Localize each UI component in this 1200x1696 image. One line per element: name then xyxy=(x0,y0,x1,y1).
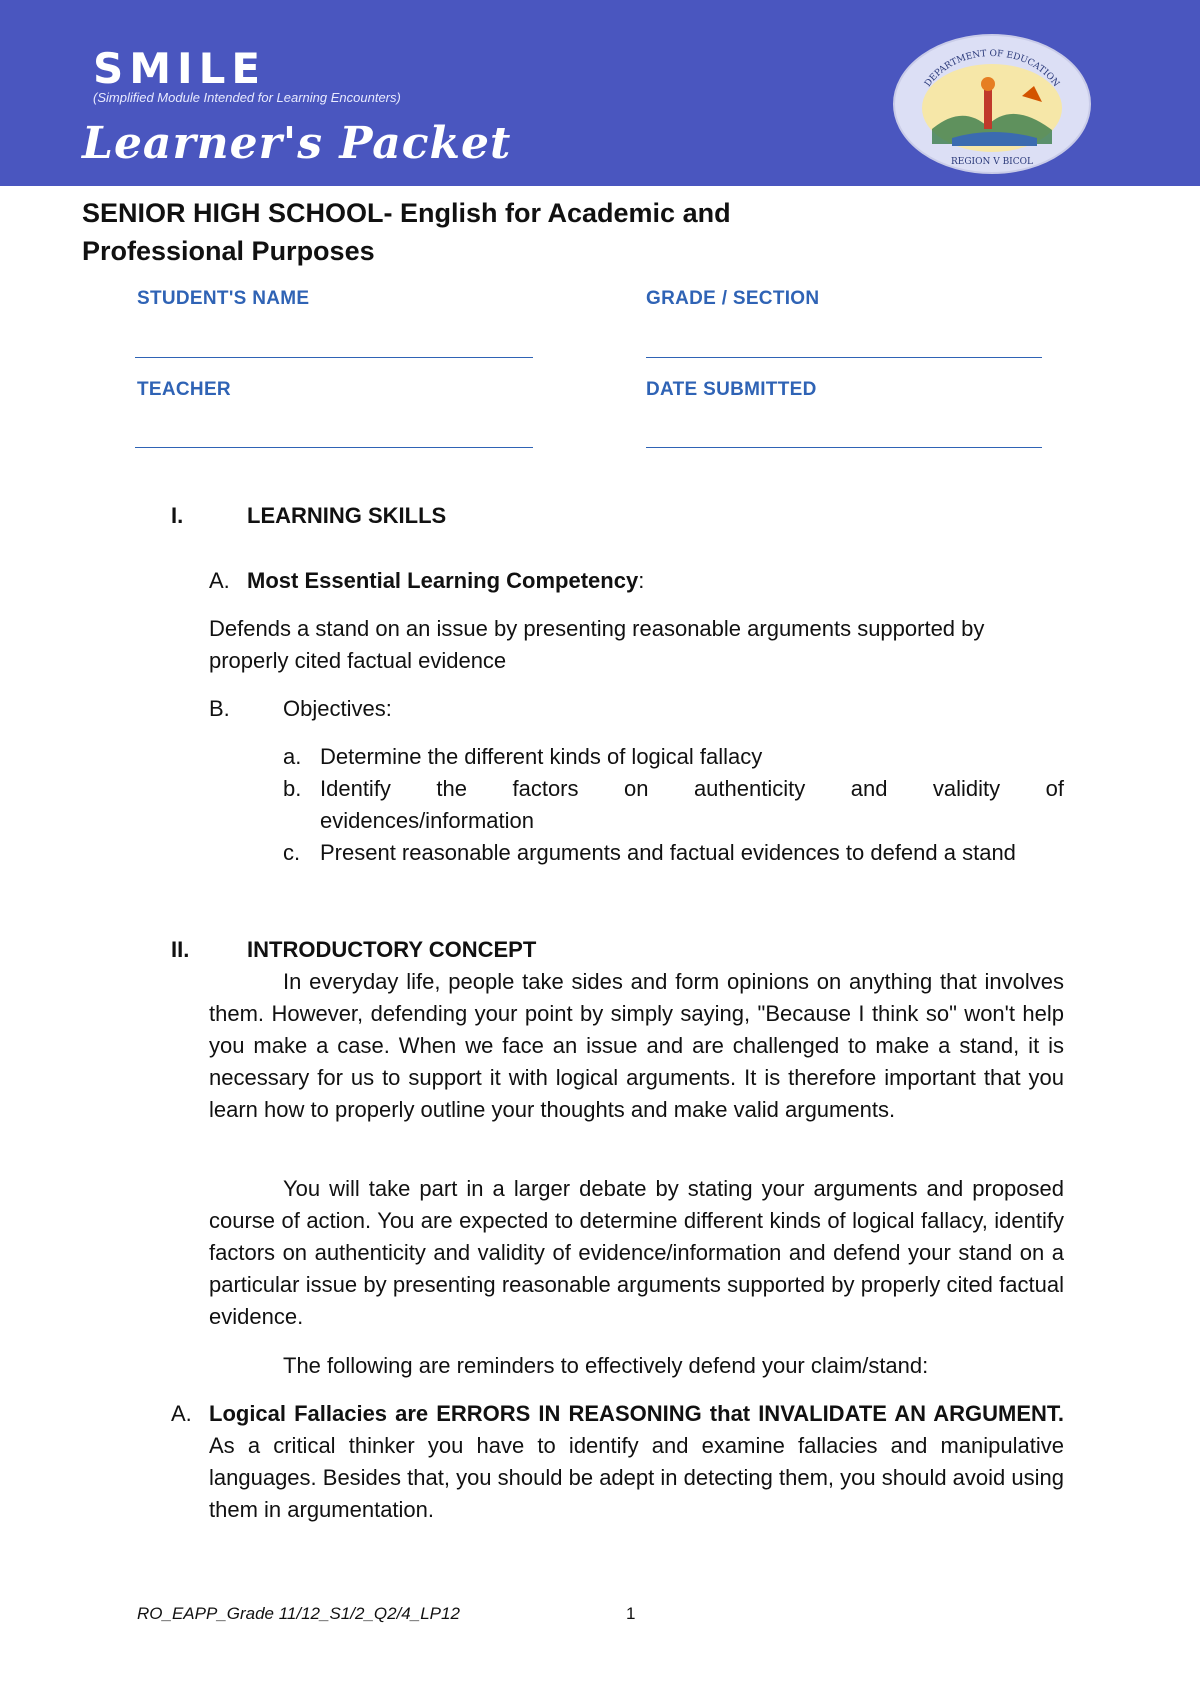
page-number: 1 xyxy=(626,1604,636,1623)
section-2-heading: INTRODUCTORY CONCEPT xyxy=(247,937,537,962)
seal-top-text: DEPARTMENT OF EDUCATION xyxy=(923,48,1061,89)
competency-text: Defends a stand on an issue by presenting reasonable arguments supported by properly cited factual evidence xyxy=(209,616,985,673)
brand-title: SMILE xyxy=(93,44,267,93)
date-submitted-line[interactable] xyxy=(646,447,1042,448)
competency-letter: A. xyxy=(209,568,230,593)
teacher-label: TEACHER xyxy=(137,379,231,400)
fallacy-item-bold: Logical Fallacies are ERRORS IN REASONING that INVALIDATE AN ARGUMENT. xyxy=(209,1401,1064,1426)
objectives-letter: B. xyxy=(209,696,230,721)
fallacy-item-text xyxy=(209,1398,1064,1526)
student-name-line[interactable] xyxy=(135,357,533,358)
objective-c-letter: c. xyxy=(283,840,301,865)
grade-section-line[interactable] xyxy=(646,357,1042,358)
intro-paragraph-3: The following are reminders to effectively defend your claim/stand: xyxy=(283,1353,929,1378)
fallacy-item-letter: A. xyxy=(171,1401,192,1426)
objective-c-text: Present reasonable arguments and factual evidences to defend a stand xyxy=(320,840,1016,865)
student-name-label: STUDENT'S NAME xyxy=(137,288,310,309)
competency-heading xyxy=(247,565,644,597)
competency-colon: : xyxy=(638,568,645,593)
fallacy-item-body: As a critical thinker you have to identify and examine fallacies and manipulative languages. Besides that, you should be adept in detecting them, you should avoid using them in argumentation. xyxy=(209,1433,1064,1522)
teacher-line[interactable] xyxy=(135,447,533,448)
intro-paragraph-2: You will take part in a larger debate by stating your arguments and proposed course of action. You are expected to determine different kinds of logical fallacy, identify factors on authenticity and validity of evidence/information and defend your stand on a particular issue by presenting reasonable arguments supported by properly cited factual evidence. xyxy=(209,1176,1064,1329)
seal-bottom-text: REGION V BICOL xyxy=(951,157,1033,167)
packet-title: Learner's Packet xyxy=(82,118,512,169)
objectives-heading: Objectives: xyxy=(283,696,392,721)
brand-subtitle: (Simplified Module Intended for Learning Encounters) xyxy=(93,90,401,105)
document-title: SENIOR HIGH SCHOOL- English for Academic and Professional Purposes xyxy=(82,198,731,266)
section-1-heading: LEARNING SKILLS xyxy=(247,503,447,528)
objective-a-letter: a. xyxy=(283,744,302,769)
deped-seal-logo xyxy=(892,34,1092,174)
objective-b-letter: b. xyxy=(283,776,302,801)
intro-paragraph-1: In everyday life, people take sides and form opinions on anything that involves them. However, defending your point by simply saying, "Because I think so" won't help you make a case. When we face an issue and are challenged to make a stand, it is necessary for us to support it with logical arguments. It is therefore important that you learn how to properly outline your thoughts and make valid arguments. xyxy=(209,969,1064,1122)
objective-b-text: Identify the factors on authenticity and validity of evidences/information xyxy=(320,776,1064,833)
date-submitted-label: DATE SUBMITTED xyxy=(646,379,817,400)
grade-section-label: GRADE / SECTION xyxy=(646,288,820,309)
objective-a-text: Determine the different kinds of logical fallacy xyxy=(320,744,763,769)
competency-heading-text: Most Essential Learning Competency xyxy=(247,568,639,593)
footer-code: RO_EAPP_Grade 11/12_S1/2_Q2/4_LP12 xyxy=(137,1604,460,1623)
section-2-numeral: II. xyxy=(171,937,190,962)
section-1-numeral: I. xyxy=(171,503,184,528)
